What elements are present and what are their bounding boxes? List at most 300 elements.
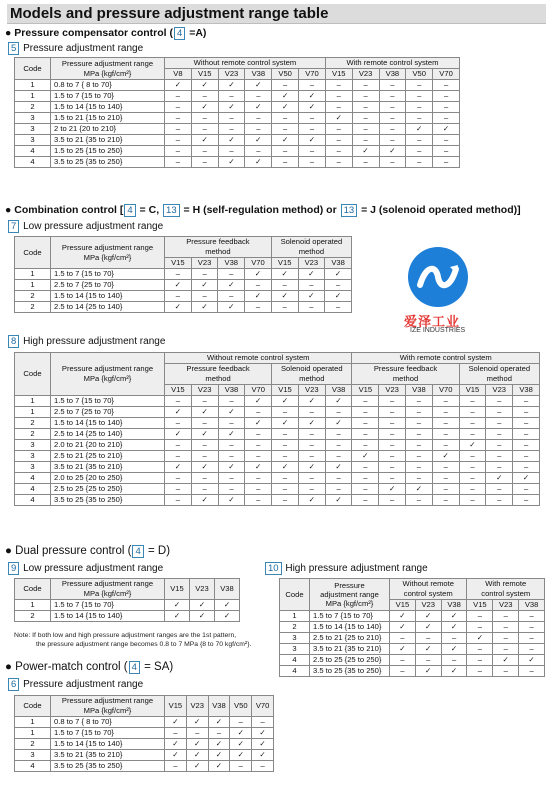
- dash-mark: –: [432, 484, 459, 495]
- dash-mark: –: [493, 611, 519, 622]
- dash-mark: –: [379, 124, 406, 135]
- table-row: [15, 102, 460, 113]
- dp-high-box: 10: [265, 562, 282, 575]
- section-combination-control: ● Combination control [ 4 = C, 13 = H (self-regulation method) or 13 = J (solenoid operated method)]: [5, 204, 521, 216]
- table-row: [15, 135, 460, 146]
- dash-mark: –: [191, 440, 218, 451]
- col-header-v23: V23: [298, 385, 325, 396]
- table-row: [15, 113, 460, 124]
- table-row: [15, 157, 460, 168]
- dash-mark: –: [415, 655, 441, 666]
- check-mark: ✓: [467, 633, 493, 644]
- check-mark: ✓: [218, 302, 245, 313]
- dash-mark: –: [352, 440, 379, 451]
- dash-mark: –: [352, 396, 379, 407]
- dash-mark: –: [352, 80, 379, 91]
- pc-sub-label: Pressure adjustment range: [23, 43, 144, 54]
- col-header-v23: V23: [191, 385, 218, 396]
- dash-mark: –: [415, 633, 441, 644]
- dash-mark: –: [486, 451, 513, 462]
- dash-mark: –: [298, 407, 325, 418]
- dash-mark: –: [467, 622, 493, 633]
- dash-mark: –: [165, 396, 192, 407]
- dash-mark: –: [218, 124, 245, 135]
- col-header-v50: V50: [406, 69, 433, 80]
- dash-mark: –: [406, 462, 433, 473]
- dash-mark: –: [191, 473, 218, 484]
- code-cell: 3: [15, 750, 51, 761]
- dash-mark: –: [165, 495, 192, 506]
- dash-mark: –: [272, 146, 299, 157]
- check-mark: ✓: [165, 462, 192, 473]
- check-mark: ✓: [325, 418, 352, 429]
- dash-mark: –: [352, 124, 379, 135]
- dash-mark: –: [352, 157, 379, 168]
- dash-mark: –: [218, 269, 245, 280]
- col-header-v23: V23: [493, 600, 519, 611]
- check-mark: ✓: [298, 462, 325, 473]
- dash-mark: –: [271, 280, 298, 291]
- dash-mark: –: [441, 633, 467, 644]
- col-header-v15: V15: [191, 69, 218, 80]
- code-cell: 1: [15, 80, 51, 91]
- so-line2: method: [486, 374, 512, 383]
- dash-mark: –: [298, 440, 325, 451]
- dash-mark: –: [406, 407, 433, 418]
- dash-mark: –: [352, 484, 379, 495]
- dash-mark: –: [272, 440, 299, 451]
- range-cell: 1.5 to 14 {15 to 140}: [310, 622, 390, 633]
- dash-mark: –: [513, 429, 540, 440]
- dash-mark: –: [406, 396, 433, 407]
- range-cell: 1.5 to 7 {15 to 70}: [310, 611, 390, 622]
- col-header-v38: V38: [325, 385, 352, 396]
- dash-mark: –: [459, 451, 486, 462]
- col-header-v38: V38: [406, 385, 433, 396]
- col-header-v70: V70: [432, 385, 459, 396]
- range-cell: 3.5 to 21 {35 to 210}: [51, 750, 165, 761]
- dash-mark: –: [245, 484, 272, 495]
- range-cell: 2.5 to 14 {25 to 140}: [51, 429, 165, 440]
- dash-mark: –: [352, 462, 379, 473]
- check-mark: ✓: [208, 761, 230, 772]
- dash-mark: –: [325, 473, 352, 484]
- code-cell: 3: [15, 451, 51, 462]
- dash-mark: –: [379, 102, 406, 113]
- check-mark: ✓: [486, 473, 513, 484]
- dash-mark: –: [486, 462, 513, 473]
- section-pressure-compensator: ● Pressure compensator control ( 4 =A): [5, 27, 207, 39]
- check-mark: ✓: [215, 611, 240, 622]
- cc-box-4: 4: [124, 204, 135, 217]
- check-mark: ✓: [190, 600, 215, 611]
- range-cell: 2.5 to 7 {25 to 70}: [51, 280, 165, 291]
- check-mark: ✓: [272, 102, 299, 113]
- check-mark: ✓: [325, 396, 352, 407]
- dash-mark: –: [325, 302, 352, 313]
- dash-mark: –: [352, 495, 379, 506]
- table-row: [15, 462, 540, 473]
- so-line1: Solenoid operated: [468, 364, 531, 373]
- dash-mark: –: [406, 440, 433, 451]
- col-range: [51, 353, 165, 396]
- code-cell: 1: [15, 269, 51, 280]
- cc-h3: = H (self-regulation method) or: [180, 204, 340, 216]
- table-row: [15, 291, 352, 302]
- col-header-v23: V23: [486, 385, 513, 396]
- dash-mark: –: [432, 440, 459, 451]
- check-mark: ✓: [406, 124, 433, 135]
- dash-mark: –: [352, 135, 379, 146]
- pm-subheading: [7, 678, 143, 691]
- check-mark: ✓: [298, 495, 325, 506]
- dash-mark: –: [432, 418, 459, 429]
- table-row: [15, 739, 274, 750]
- cc-box-13b: 13: [341, 204, 358, 217]
- dash-mark: –: [513, 396, 540, 407]
- check-mark: ✓: [271, 291, 298, 302]
- dash-mark: –: [433, 135, 460, 146]
- cc-h1: Combination control [: [14, 204, 124, 216]
- dash-mark: –: [245, 302, 272, 313]
- dash-mark: –: [513, 440, 540, 451]
- check-mark: ✓: [432, 451, 459, 462]
- check-mark: ✓: [299, 102, 326, 113]
- range-cell: 2 to 21 {20 to 210}: [51, 124, 165, 135]
- col-header-v70: V70: [252, 696, 274, 717]
- dash-mark: –: [352, 418, 379, 429]
- pm-box: 4: [129, 661, 140, 674]
- col-range: [51, 579, 165, 600]
- g1-line1: Without remote: [402, 579, 454, 588]
- fb-line2: method: [205, 374, 231, 383]
- dash-mark: –: [325, 91, 352, 102]
- dash-mark: –: [218, 484, 245, 495]
- dash-mark: –: [230, 717, 252, 728]
- dash-mark: –: [245, 473, 272, 484]
- dash-mark: –: [191, 124, 218, 135]
- dash-mark: –: [459, 473, 486, 484]
- dash-mark: –: [165, 91, 192, 102]
- check-mark: ✓: [191, 429, 218, 440]
- pm-h2: = SA): [140, 661, 174, 673]
- dash-mark: –: [433, 80, 460, 91]
- range-cell: 1.5 to 7 {15 to 70}: [51, 269, 165, 280]
- dash-mark: –: [191, 291, 218, 302]
- cc-h2: = C,: [136, 204, 163, 216]
- range-cell: 1.5 to 7 {15 to 70}: [51, 600, 165, 611]
- code-cell: 1: [15, 717, 51, 728]
- dash-mark: –: [191, 113, 218, 124]
- dash-mark: –: [272, 495, 299, 506]
- dash-mark: –: [218, 113, 245, 124]
- col-header-v15: V15: [165, 258, 192, 269]
- code-cell: 2: [15, 611, 51, 622]
- group-feedback-2: [352, 364, 459, 385]
- check-mark: ✓: [325, 113, 352, 124]
- range-cell: 2.5 to 7 {25 to 70}: [51, 407, 165, 418]
- check-mark: ✓: [298, 396, 325, 407]
- dash-mark: –: [493, 644, 519, 655]
- dash-mark: –: [165, 135, 192, 146]
- dash-mark: –: [165, 146, 192, 157]
- check-mark: ✓: [190, 611, 215, 622]
- col-header-v23: V23: [218, 69, 245, 80]
- so-line2: method: [298, 247, 325, 256]
- dp-low-box: 9: [8, 562, 19, 575]
- dash-mark: –: [272, 429, 299, 440]
- dash-mark: –: [467, 644, 493, 655]
- dash-mark: –: [379, 418, 406, 429]
- pm-sub-box: 6: [8, 678, 19, 691]
- check-mark: ✓: [245, 157, 272, 168]
- dash-mark: –: [218, 451, 245, 462]
- dash-mark: –: [272, 484, 299, 495]
- pc-heading-2: =A): [186, 27, 207, 39]
- check-mark: ✓: [272, 91, 299, 102]
- dash-mark: –: [519, 666, 545, 677]
- dash-mark: –: [406, 91, 433, 102]
- code-cell: 4: [280, 666, 310, 677]
- check-mark: ✓: [299, 135, 326, 146]
- col-range: [310, 579, 390, 611]
- col-header-v15: V15: [467, 600, 493, 611]
- col-header-v23: V23: [191, 258, 218, 269]
- group-without-remote: Without remote control system: [165, 353, 352, 364]
- check-mark: ✓: [415, 666, 441, 677]
- dash-mark: –: [513, 462, 540, 473]
- pc-subheading: [7, 42, 143, 55]
- dash-mark: –: [493, 666, 519, 677]
- dash-mark: –: [245, 146, 272, 157]
- dp-box: 4: [132, 545, 143, 558]
- cc-high-label: High pressure adjustment range: [23, 336, 166, 347]
- col-header-v8: V8: [165, 69, 192, 80]
- dash-mark: –: [299, 80, 326, 91]
- dash-mark: –: [245, 124, 272, 135]
- table-row: [15, 750, 274, 761]
- dash-mark: –: [325, 80, 352, 91]
- cc-h4: = J (solenoid operated method)]: [358, 204, 521, 216]
- col-code: Code: [15, 353, 51, 396]
- dash-mark: –: [272, 80, 299, 91]
- table-row: [15, 146, 460, 157]
- table-row: [280, 633, 545, 644]
- range-cell: 1.5 to 14 {15 to 140}: [51, 611, 165, 622]
- check-mark: ✓: [191, 80, 218, 91]
- dash-mark: –: [493, 622, 519, 633]
- check-mark: ✓: [325, 462, 352, 473]
- col-code: Code: [15, 237, 51, 269]
- dp-h1: Dual pressure control (: [15, 545, 132, 557]
- dash-mark: –: [325, 146, 352, 157]
- code-cell: 3: [280, 633, 310, 644]
- col-header-v15: V15: [165, 696, 187, 717]
- check-mark: ✓: [390, 644, 416, 655]
- check-mark: ✓: [245, 102, 272, 113]
- ize-logo-icon: [406, 245, 470, 309]
- table-row: [15, 91, 460, 102]
- dash-mark: –: [165, 269, 192, 280]
- code-cell: 4: [15, 495, 51, 506]
- dash-mark: –: [272, 473, 299, 484]
- note-line1: Note: If both low and high pressure adjustment ranges are the 1st pattern,: [14, 632, 237, 639]
- check-mark: ✓: [352, 146, 379, 157]
- dash-mark: –: [298, 473, 325, 484]
- dash-mark: –: [406, 80, 433, 91]
- check-mark: ✓: [519, 655, 545, 666]
- table-row: [280, 611, 545, 622]
- col-header-v23: V23: [415, 600, 441, 611]
- group-with-remote: With remote control system: [352, 353, 540, 364]
- code-cell: 1: [15, 396, 51, 407]
- range-unit: MPa {kgf/cm²}: [325, 599, 374, 608]
- col-header-v38: V38: [441, 600, 467, 611]
- range-cell: 3.5 to 21 {35 to 210}: [51, 135, 165, 146]
- code-cell: 1: [15, 407, 51, 418]
- fb-line1: Pressure feedback: [373, 364, 438, 373]
- check-mark: ✓: [165, 600, 190, 611]
- range-cell: 1.5 to 7 {15 to 70}: [51, 728, 165, 739]
- col-range: [51, 696, 165, 717]
- dash-mark: –: [191, 91, 218, 102]
- dash-mark: –: [352, 407, 379, 418]
- dash-mark: –: [191, 269, 218, 280]
- code-cell: 4: [15, 473, 51, 484]
- table-row: [15, 418, 540, 429]
- dash-mark: –: [165, 761, 187, 772]
- code-cell: 2: [15, 739, 51, 750]
- dash-mark: –: [513, 418, 540, 429]
- dash-mark: –: [459, 418, 486, 429]
- dash-mark: –: [467, 611, 493, 622]
- check-mark: ✓: [191, 302, 218, 313]
- col-v15: V15: [165, 579, 190, 600]
- dash-mark: –: [513, 484, 540, 495]
- dash-mark: –: [441, 655, 467, 666]
- col-header-v70: V70: [299, 69, 326, 80]
- col-header-v23: V23: [186, 696, 208, 717]
- check-mark: ✓: [298, 418, 325, 429]
- dash-mark: –: [245, 113, 272, 124]
- dash-mark: –: [165, 473, 192, 484]
- g2-line2: control system: [481, 589, 531, 598]
- range-label-2: adjustment range: [320, 590, 379, 599]
- dash-mark: –: [459, 429, 486, 440]
- dash-mark: –: [432, 473, 459, 484]
- range-unit: MPa {kgf/cm²}: [83, 374, 132, 383]
- dash-mark: –: [325, 157, 352, 168]
- table-row: [15, 600, 240, 611]
- group-with-remote: [467, 579, 545, 600]
- check-mark: ✓: [245, 396, 272, 407]
- check-mark: ✓: [272, 462, 299, 473]
- dash-mark: –: [432, 462, 459, 473]
- col-header-v38: V38: [218, 258, 245, 269]
- dash-mark: –: [298, 302, 325, 313]
- col-v38: V38: [215, 579, 240, 600]
- g1-line2: control system: [403, 589, 453, 598]
- range-cell: 3.5 to 25 {35 to 250}: [310, 666, 390, 677]
- dp-high-label: High pressure adjustment range: [285, 563, 428, 574]
- check-mark: ✓: [245, 291, 272, 302]
- check-mark: ✓: [272, 135, 299, 146]
- check-mark: ✓: [191, 462, 218, 473]
- so-line1: Solenoid operated: [280, 364, 343, 373]
- dash-mark: –: [519, 633, 545, 644]
- dash-mark: –: [486, 440, 513, 451]
- check-mark: ✓: [298, 269, 325, 280]
- pc-table: [14, 57, 460, 168]
- check-mark: ✓: [165, 717, 187, 728]
- col-header-v70: V70: [245, 258, 272, 269]
- range-cell: 2.5 to 25 {25 to 250}: [310, 655, 390, 666]
- dash-mark: –: [272, 124, 299, 135]
- check-mark: ✓: [218, 280, 245, 291]
- table-row: [15, 302, 352, 313]
- col-range: [51, 237, 165, 269]
- dash-mark: –: [459, 396, 486, 407]
- dash-mark: –: [433, 91, 460, 102]
- dash-mark: –: [406, 495, 433, 506]
- table-row: [15, 484, 540, 495]
- dp-low-table: [14, 578, 240, 622]
- dash-mark: –: [390, 655, 416, 666]
- so-line1: Solenoid operated: [280, 237, 343, 246]
- check-mark: ✓: [230, 728, 252, 739]
- dash-mark: –: [459, 484, 486, 495]
- check-mark: ✓: [165, 407, 192, 418]
- table-row: [15, 80, 460, 91]
- group-without-remote: Without remote control system: [165, 58, 326, 69]
- section-dual-pressure: ● Dual pressure control ( 4 = D): [5, 545, 171, 557]
- dash-mark: –: [191, 418, 218, 429]
- dash-mark: –: [406, 113, 433, 124]
- cc-high-table: [14, 352, 540, 506]
- code-cell: 4: [15, 157, 51, 168]
- dash-mark: –: [406, 157, 433, 168]
- table-row: [280, 622, 545, 633]
- code-cell: 1: [280, 611, 310, 622]
- check-mark: ✓: [441, 622, 467, 633]
- dash-mark: –: [486, 396, 513, 407]
- code-cell: 2: [15, 291, 51, 302]
- dash-mark: –: [406, 418, 433, 429]
- dash-mark: –: [252, 761, 274, 772]
- dp-h2: = D): [144, 545, 171, 557]
- table-row: [15, 717, 274, 728]
- check-mark: ✓: [441, 666, 467, 677]
- dash-mark: –: [379, 429, 406, 440]
- col-header-v70: V70: [433, 69, 460, 80]
- group-without-remote: [390, 579, 467, 600]
- check-mark: ✓: [165, 611, 190, 622]
- logo-text-cn: 爱泽工业: [404, 314, 461, 329]
- code-cell: 4: [15, 484, 51, 495]
- dash-mark: –: [379, 462, 406, 473]
- fb-line1: Pressure feedback: [186, 237, 250, 246]
- logo-text-en: IZE INDUSTRIES: [410, 327, 466, 334]
- dash-mark: –: [519, 611, 545, 622]
- check-mark: ✓: [218, 135, 245, 146]
- check-mark: ✓: [390, 611, 416, 622]
- dash-mark: –: [325, 280, 352, 291]
- check-mark: ✓: [272, 418, 299, 429]
- check-mark: ✓: [218, 495, 245, 506]
- check-mark: ✓: [208, 750, 230, 761]
- dash-mark: –: [165, 440, 192, 451]
- range-cell: 1.5 to 7 {15 to 70}: [51, 396, 165, 407]
